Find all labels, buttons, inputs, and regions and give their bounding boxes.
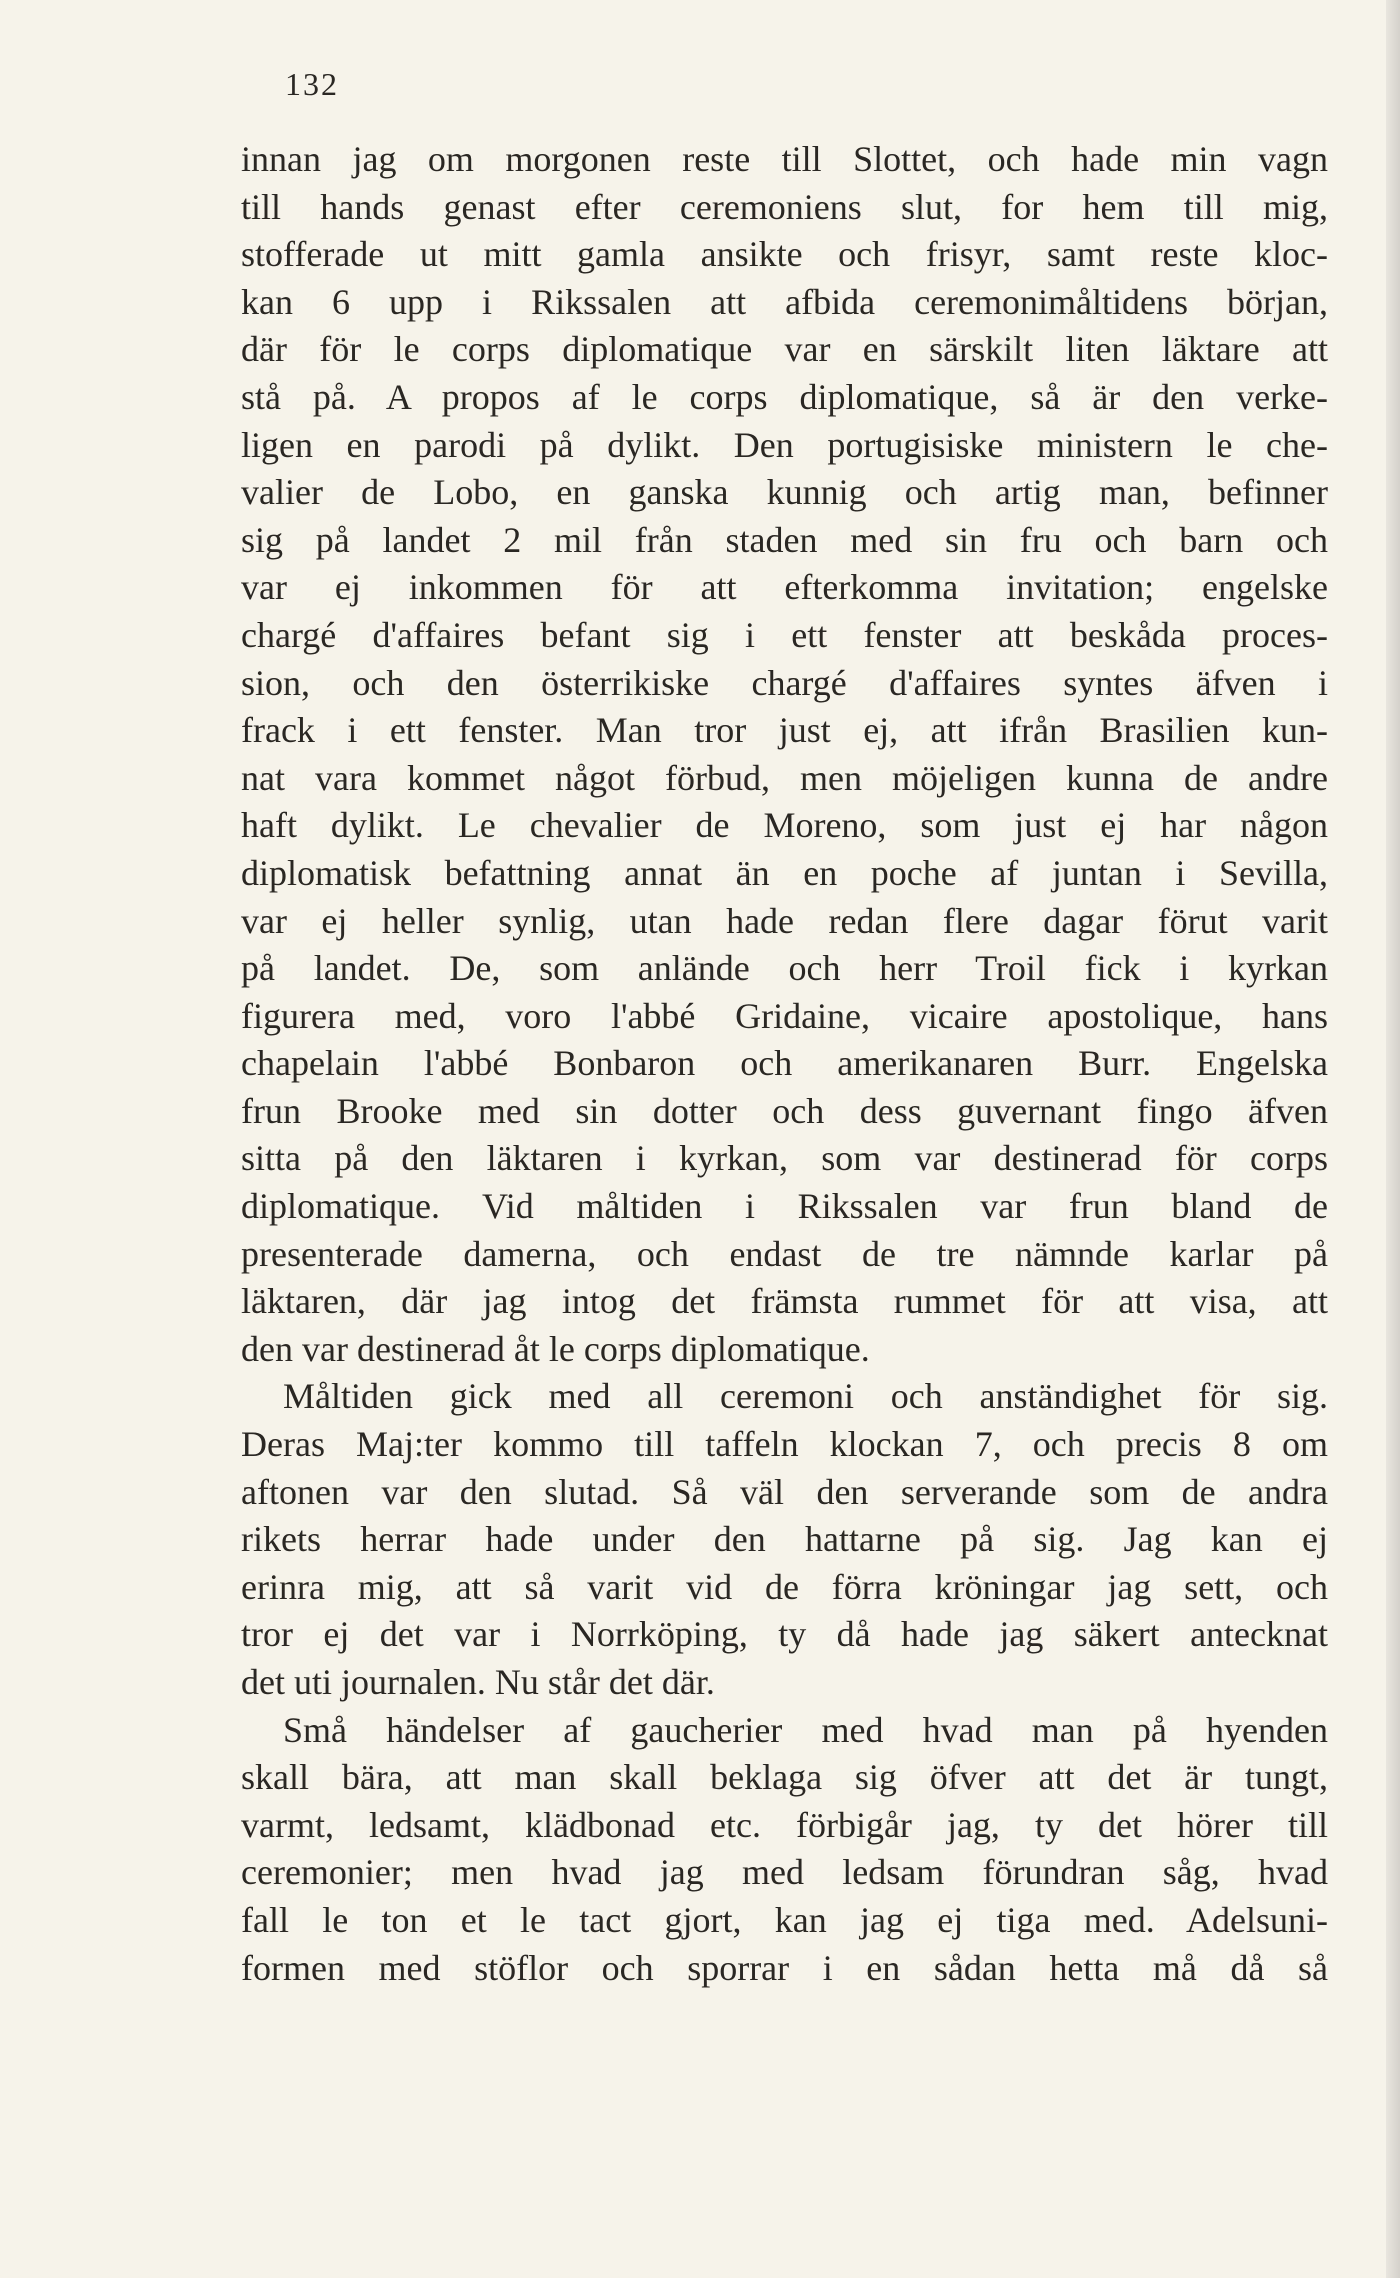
- body-text: [241, 136, 1328, 1992]
- text-line: formen med stöflor och sporrar i en sådan hetta må då så: [241, 1947, 1328, 1988]
- text-line: diplomatique. Vid måltiden i Rikssalen var frun bland de: [241, 1186, 1328, 1227]
- text-line: sion, och den österrikiske chargé d'affaires syntes äfven i: [241, 662, 1328, 703]
- text-line: där för le corps diplomatique var en särskilt liten läktare att: [241, 329, 1328, 370]
- page-edge-shadow: [1386, 0, 1400, 2278]
- text-line: valier de Lobo, en ganska kunnig och artig man, befinner: [241, 472, 1328, 513]
- text-line: varmt, ledsamt, klädbonad etc. förbigår jag, ty det hörer till: [241, 1804, 1328, 1845]
- text-line: aftonen var den slutad. Så väl den serverande som de andra: [241, 1471, 1328, 1512]
- text-line: Små händelser af gaucherier med hvad man på hyenden: [283, 1709, 1328, 1750]
- text-line: Deras Maj:ter kommo till taffeln klockan 7, och precis 8 om: [241, 1424, 1328, 1465]
- text-line: den var destinerad åt le corps diplomatique.: [241, 1328, 870, 1369]
- text-line: ligen en parodi på dylikt. Den portugisiske ministern le che-: [241, 424, 1328, 465]
- text-line: sig på landet 2 mil från staden med sin fru och barn och: [241, 519, 1328, 560]
- text-line: till hands genast efter ceremoniens slut, for hem till mig,: [241, 186, 1328, 227]
- page-number: 132: [285, 66, 339, 102]
- text-line: på landet. De, som anlände och herr Troil fick i kyrkan: [241, 948, 1328, 989]
- text-line: frack i ett fenster. Man tror just ej, att ifrån Brasilien kun-: [241, 710, 1328, 751]
- text-line: var ej inkommen för att efterkomma invitation; engelske: [241, 567, 1328, 608]
- text-line: frun Brooke med sin dotter och dess guvernant fingo äfven: [241, 1090, 1328, 1131]
- text-line: figurera med, voro l'abbé Gridaine, vicaire apostolique, hans: [241, 995, 1328, 1036]
- text-line: nat vara kommet något förbud, men möjeligen kunna de andre: [241, 757, 1328, 798]
- text-line: var ej heller synlig, utan hade redan flere dagar förut varit: [241, 900, 1328, 941]
- text-line: chargé d'affaires befant sig i ett fenster att beskåda proces-: [241, 614, 1328, 655]
- text-line: chapelain l'abbé Bonbaron och amerikanaren Burr. Engelska: [241, 1043, 1328, 1084]
- text-line: haft dylikt. Le chevalier de Moreno, som just ej har någon: [241, 805, 1328, 846]
- text-line: tror ej det var i Norrköping, ty då hade jag säkert antecknat: [241, 1614, 1328, 1655]
- text-line: fall le ton et le tact gjort, kan jag ej tiga med. Adelsuni-: [241, 1899, 1328, 1940]
- text-line: läktaren, där jag intog det främsta rummet för att visa, att: [241, 1281, 1328, 1322]
- text-line: presenterade damerna, och endast de tre nämnde karlar på: [241, 1233, 1328, 1274]
- text-line: diplomatisk befattning annat än en poche af juntan i Sevilla,: [241, 852, 1328, 893]
- text-line: kan 6 upp i Rikssalen att afbida ceremonimåltidens början,: [241, 281, 1328, 322]
- text-line: rikets herrar hade under den hattarne på sig. Jag kan ej: [241, 1519, 1328, 1560]
- text-line: innan jag om morgonen reste till Slottet, och hade min vagn: [241, 139, 1328, 179]
- text-line: stå på. A propos af le corps diplomatique, så är den verke-: [241, 376, 1328, 417]
- text-line: det uti journalen. Nu står det där.: [241, 1662, 715, 1702]
- text-line: skall bära, att man skall beklaga sig öfver att det är tungt,: [241, 1757, 1328, 1798]
- text-line: sitta på den läktaren i kyrkan, som var destinerad för corps: [241, 1138, 1328, 1179]
- text-line: erinra mig, att så varit vid de förra kröningar jag sett, och: [241, 1566, 1328, 1607]
- text-line: stofferade ut mitt gamla ansikte och frisyr, samt reste kloc-: [241, 234, 1328, 275]
- text-line: Måltiden gick med all ceremoni och anständighet för sig.: [283, 1376, 1328, 1417]
- text-line: ceremonier; men hvad jag med ledsam förundran såg, hvad: [241, 1852, 1328, 1893]
